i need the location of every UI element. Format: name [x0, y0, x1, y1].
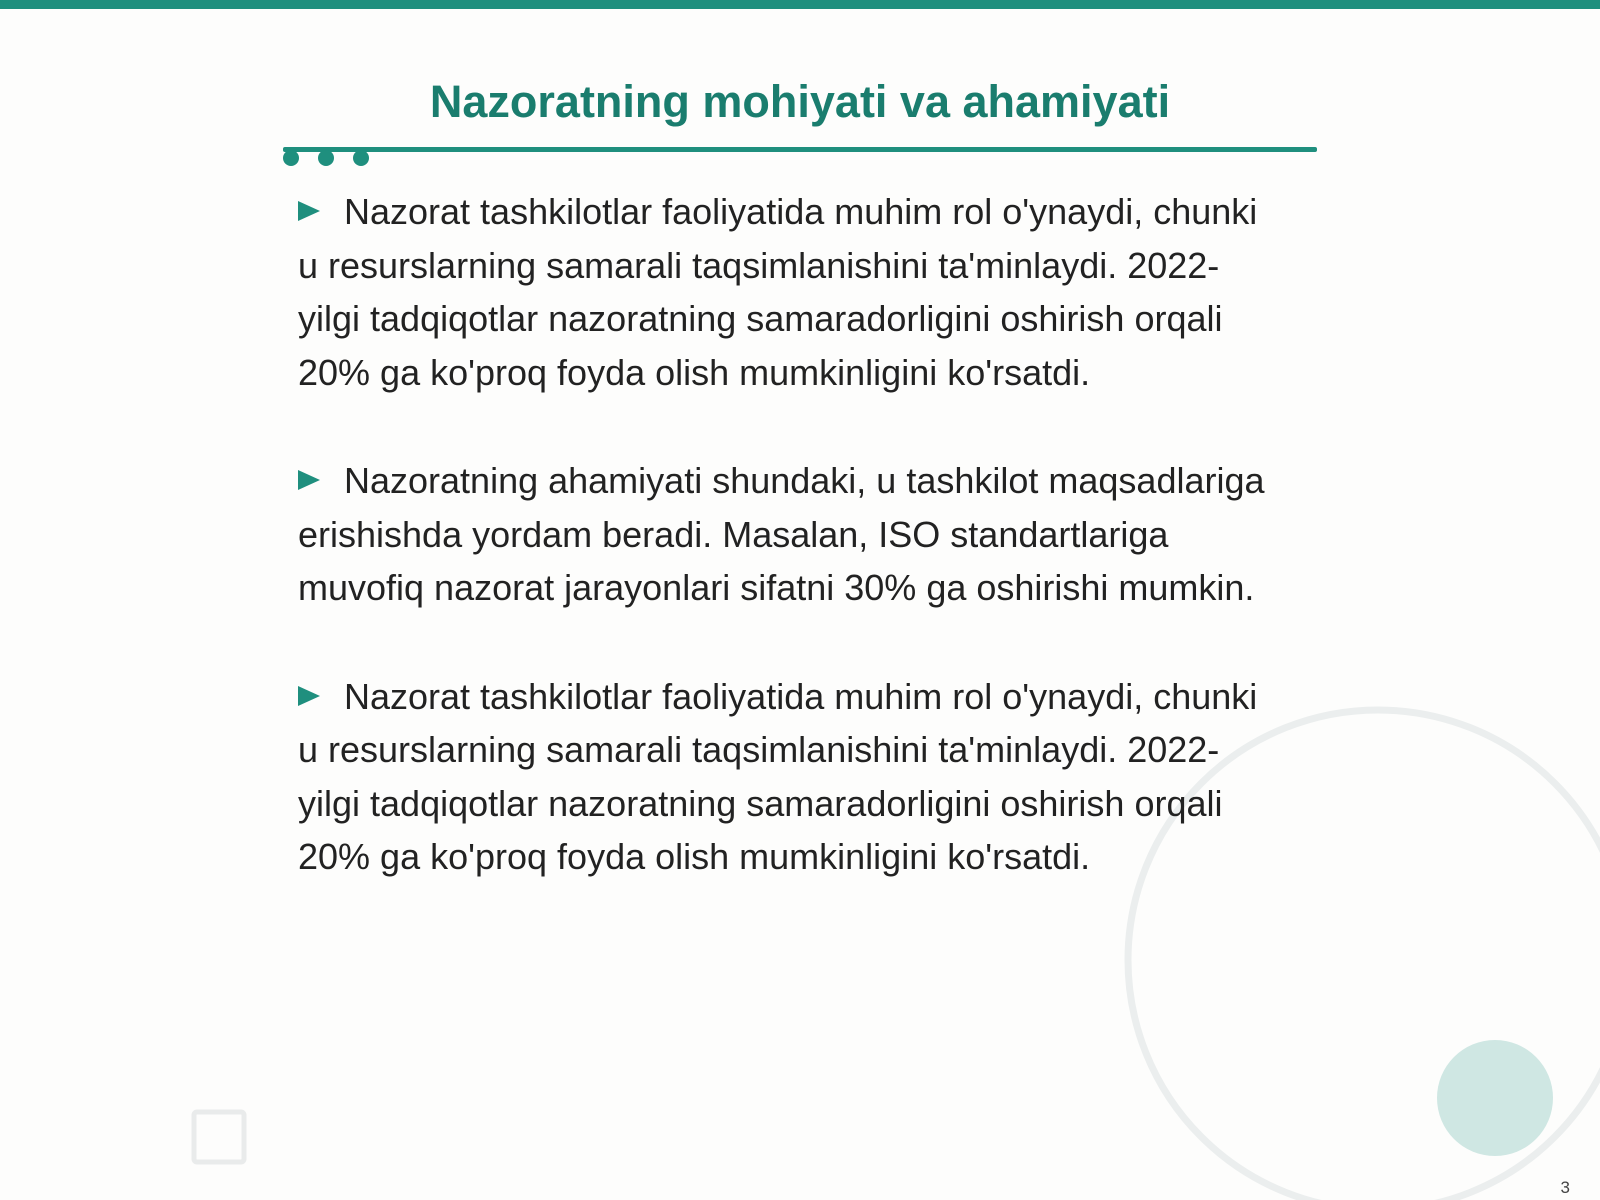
- triangle-bullet-icon: [298, 686, 320, 706]
- underline-dot: [318, 150, 334, 166]
- triangle-bullet-icon: [298, 470, 320, 490]
- teal-circle-decoration: [1437, 1040, 1553, 1156]
- bullet-item: [298, 185, 1278, 399]
- triangle-bullet-icon: [298, 201, 320, 221]
- bullet-text: Nazorat tashkilotlar faoliyatida muhim rol o'ynaydi, chunki u resurslarning samarali taqsimlanishini ta'minlaydi. 2022-yilgi tadqiqotlar nazoratning samaradorligini oshirish orqali 20% ga ko'proq foyda olish mumkinligini ko'rsatdi.: [298, 675, 1258, 877]
- underline-dot: [283, 150, 299, 166]
- bullet-item: [298, 670, 1278, 884]
- page-number: 3: [1560, 1178, 1570, 1197]
- underline-dot: [353, 150, 369, 166]
- bullet-item: [298, 454, 1278, 615]
- title-underline: [283, 147, 1317, 152]
- square-outline-decoration: [194, 1112, 244, 1162]
- bullet-text: Nazorat tashkilotlar faoliyatida muhim rol o'ynaydi, chunki u resurslarning samarali taqsimlanishini ta'minlaydi. 2022-yilgi tadqiqotlar nazoratning samaradorligini oshirish orqali 20% ga ko'proq foyda olish mumkinligini ko'rsatdi.: [298, 191, 1258, 393]
- bullet-list: [298, 185, 1278, 939]
- slide-title: Nazoratning mohiyati va ahamiyati: [429, 76, 1171, 127]
- top-accent-bar: [0, 0, 1600, 9]
- bullet-text: Nazoratning ahamiyati shundaki, u tashkilot maqsadlariga erishishda yordam beradi. Masalan, ISO standartlariga muvofiq nazorat jarayonlari sifatni 30% ga oshirishi mumkin.: [298, 460, 1265, 608]
